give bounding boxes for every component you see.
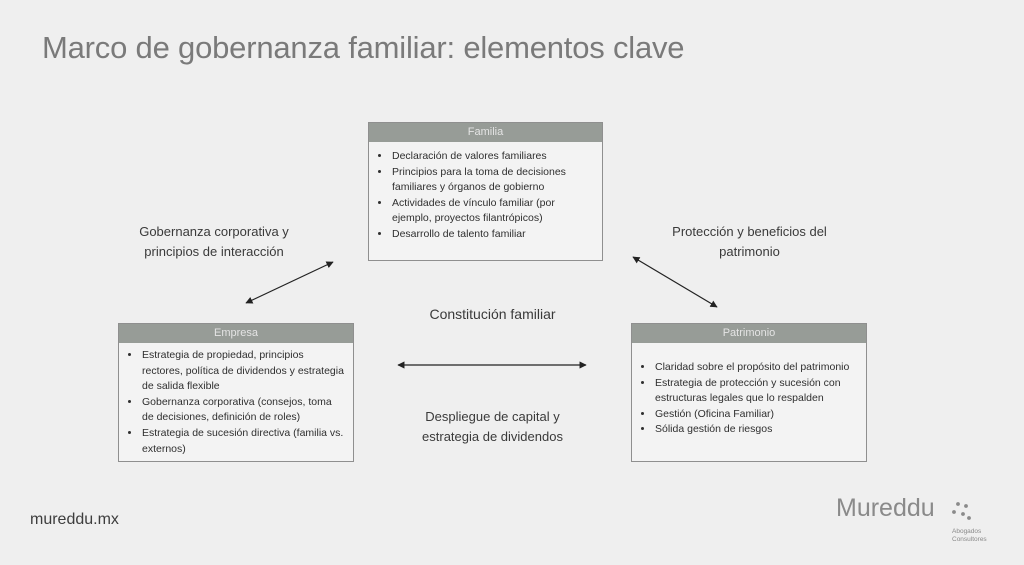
arrow-familia-patrimonio	[633, 257, 717, 307]
capital-label-line1: Despliegue de capital y	[425, 409, 560, 424]
logo-subtitle-line2: Consultores	[952, 536, 987, 543]
familia-box	[368, 122, 603, 261]
gobernanza-label	[138, 222, 290, 262]
website-url: mureddu.mx	[30, 511, 119, 528]
list-item: • Principios para la toma de decisiones familiares y órganos de gobierno	[391, 165, 594, 196]
patrimonio-list	[632, 343, 866, 438]
list-item: • Desarrollo de talento familiar	[391, 227, 594, 243]
page-title: Marco de gobernanza familiar: elementos clave	[42, 30, 685, 65]
list-item: • Declaración de valores familiares	[391, 149, 594, 165]
capital-label	[405, 407, 580, 447]
gobernanza-label-line2: principios de interacción	[144, 244, 284, 259]
patrimonio-box	[631, 323, 867, 462]
proteccion-label-line2: patrimonio	[719, 244, 780, 259]
familia-header: Familia	[369, 123, 602, 142]
constitucion-label: Constitución familiar	[429, 306, 556, 322]
list-item: • Gobernanza corporativa (consejos, toma de decisiones, definición de roles)	[141, 395, 345, 426]
company-logo	[836, 494, 1006, 554]
list-item: • Actividades de vínculo familiar (por ejemplo, proyectos filantrópicos)	[391, 196, 594, 227]
list-item: • Estrategia de sucesión directiva (familia vs. externos)	[141, 426, 345, 457]
empresa-box	[118, 323, 354, 462]
list-item: • Gestión (Oficina Familiar)	[654, 407, 858, 423]
logo-dots-icon	[951, 500, 973, 522]
logo-subtitle-line1: Abogados	[952, 528, 982, 535]
list-item: • Claridad sobre el propósito del patrimonio	[654, 360, 858, 376]
patrimonio-header: Patrimonio	[632, 324, 866, 343]
list-item: • Estrategia de propiedad, principios rectores, política de dividendos y estrategia de salida flexible	[141, 348, 345, 395]
familia-list	[369, 142, 602, 243]
proteccion-label	[667, 222, 832, 262]
gobernanza-label-line1: Gobernanza corporativa y	[139, 224, 289, 239]
empresa-header: Empresa	[119, 324, 353, 343]
logo-wordmark: Mureddu	[836, 494, 935, 522]
empresa-list	[119, 343, 353, 457]
logo-subtitle	[952, 528, 987, 544]
list-item: • Estrategia de protección y sucesión con estructuras legales que lo respalden	[654, 376, 858, 407]
proteccion-label-line1: Protección y beneficios del	[672, 224, 827, 239]
arrow-empresa-familia	[246, 262, 333, 303]
capital-label-line2: estrategia de dividendos	[422, 429, 563, 444]
list-item: • Sólida gestión de riesgos	[654, 422, 858, 438]
